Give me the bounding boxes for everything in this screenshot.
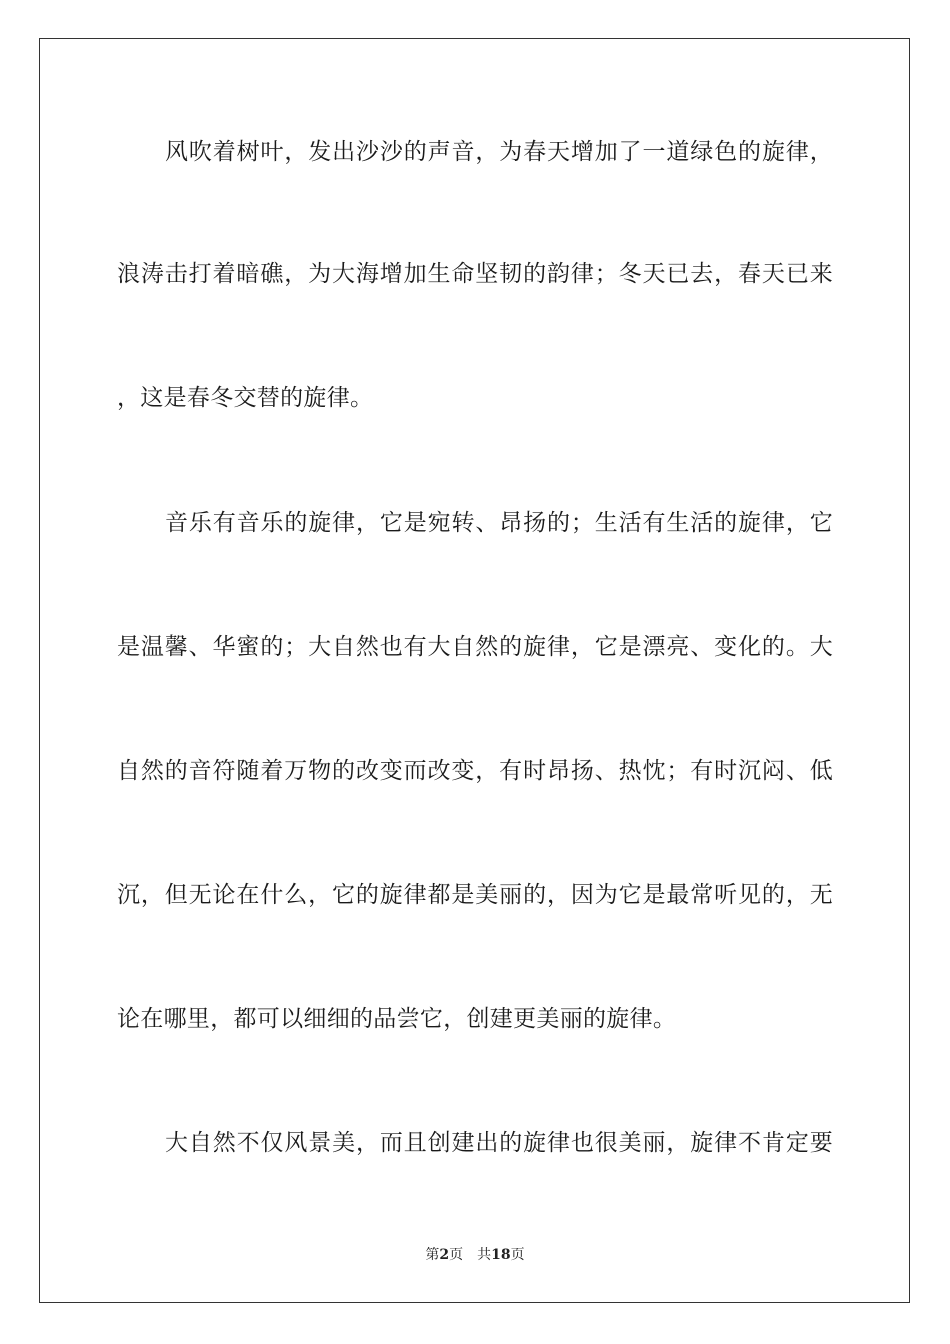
paragraph-line: 大自然不仅风景美，而且创建出的旋律也很美丽，旋律不肯定要 [165, 1130, 833, 1156]
total-prefix: 共 [477, 1247, 492, 1263]
page-prefix: 第 [425, 1247, 440, 1263]
paragraph-line: 自然的音符随着万物的改变而改变，有时昂扬、热忱；有时沉闷、低 [117, 758, 833, 784]
page-border [39, 38, 910, 1303]
total-pages: 18 [491, 1247, 511, 1263]
paragraph-line: ，这是春冬交替的旋律。 [117, 385, 374, 411]
page-number: 2 [439, 1247, 450, 1263]
paragraph-line: 论在哪里，都可以细细的品尝它，创建更美丽的旋律。 [117, 1006, 677, 1032]
paragraph-line: 风吹着树叶，发出沙沙的声音，为春天增加了一道绿色的旋律， [165, 139, 833, 165]
paragraph-line: 是温馨、华蜜的；大自然也有大自然的旋律，它是漂亮、变化的。大 [117, 634, 833, 660]
paragraph-line: 浪涛击打着暗礁，为大海增加生命坚韧的韵律；冬天已去，春天已来 [117, 261, 833, 287]
page-suffix: 页 [449, 1247, 464, 1263]
total-suffix: 页 [510, 1247, 525, 1263]
page-footer [0, 1245, 950, 1265]
paragraph-line: 沉，但无论在什么，它的旋律都是美丽的，因为它是最常听见的，无 [117, 882, 833, 908]
paragraph-line: 音乐有音乐的旋律，它是宛转、昂扬的；生活有生活的旋律，它 [165, 510, 833, 536]
